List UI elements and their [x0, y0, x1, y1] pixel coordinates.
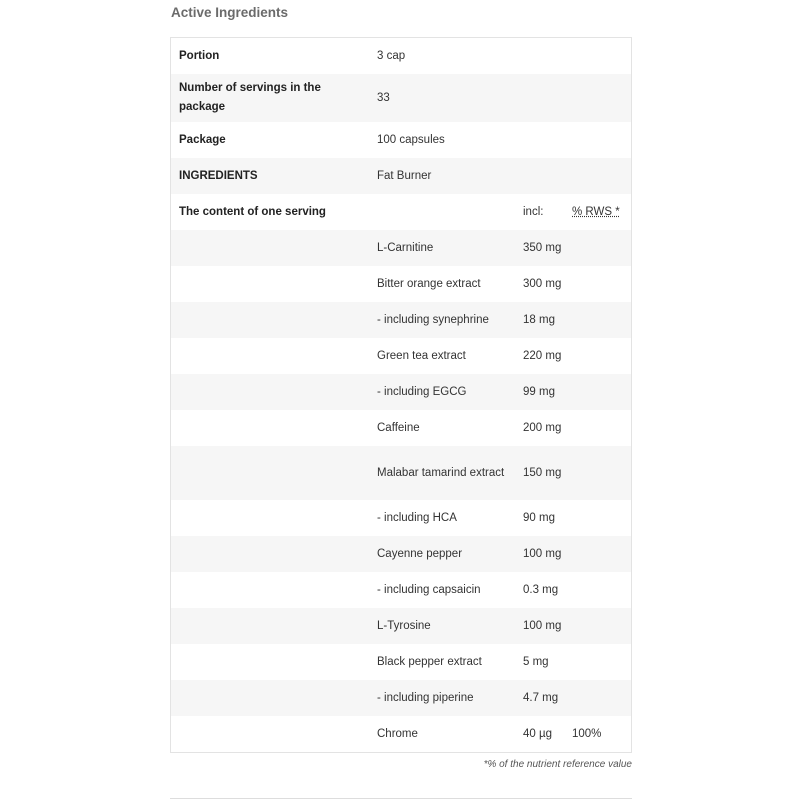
ingredients-table	[171, 38, 631, 752]
ingredient-rws	[572, 266, 631, 302]
table-row	[171, 536, 631, 572]
ingredient-name: Green tea extract	[369, 338, 515, 374]
ingredient-amount: 100 mg	[515, 536, 572, 572]
table-row	[171, 680, 631, 716]
row-label: Package	[171, 122, 369, 158]
table-row	[171, 158, 631, 194]
ingredient-amount: 100 mg	[515, 608, 572, 644]
row-label	[171, 230, 369, 266]
ingredient-rws	[572, 338, 631, 374]
ingredient-name: Caffeine	[369, 410, 515, 446]
row-value: Fat Burner	[369, 158, 515, 194]
row-rws	[572, 122, 631, 158]
ingredient-name: - including synephrine	[369, 302, 515, 338]
row-rws-header: % RWS *	[572, 194, 631, 230]
table-row	[171, 410, 631, 446]
ingredient-name: - including HCA	[369, 500, 515, 536]
table-row	[171, 644, 631, 680]
row-label	[171, 266, 369, 302]
row-label	[171, 716, 369, 752]
footnote: *% of the nutrient reference value	[483, 759, 632, 770]
row-label	[171, 644, 369, 680]
ingredient-rws	[572, 644, 631, 680]
ingredient-name: Malabar tamarind extract	[369, 446, 515, 500]
row-label: The content of one serving	[171, 194, 369, 230]
ingredient-rws	[572, 680, 631, 716]
ingredient-amount: 350 mg	[515, 230, 572, 266]
row-rws	[572, 74, 631, 122]
table-row	[171, 74, 631, 122]
row-label: Portion	[171, 38, 369, 74]
row-label	[171, 410, 369, 446]
row-amount	[515, 122, 572, 158]
ingredient-rws	[572, 536, 631, 572]
ingredient-name: - including piperine	[369, 680, 515, 716]
table-row	[171, 266, 631, 302]
ingredient-name: L-Carnitine	[369, 230, 515, 266]
ingredient-amount: 99 mg	[515, 374, 572, 410]
table-row	[171, 38, 631, 74]
ingredient-amount: 18 mg	[515, 302, 572, 338]
table-row	[171, 122, 631, 158]
ingredient-amount: 4.7 mg	[515, 680, 572, 716]
row-label	[171, 572, 369, 608]
section-title: Active Ingredients	[171, 5, 289, 20]
row-label	[171, 500, 369, 536]
row-label	[171, 302, 369, 338]
table-row	[171, 230, 631, 266]
ingredient-amount: 0.3 mg	[515, 572, 572, 608]
ingredient-rws	[572, 302, 631, 338]
row-amount	[515, 158, 572, 194]
row-value	[369, 194, 515, 230]
ingredient-amount: 200 mg	[515, 410, 572, 446]
ingredient-rws	[572, 608, 631, 644]
ingredient-name: Chrome	[369, 716, 515, 752]
row-label: INGREDIENTS	[171, 158, 369, 194]
row-label	[171, 338, 369, 374]
ingredient-rws	[572, 374, 631, 410]
table-row	[171, 608, 631, 644]
ingredient-rws	[572, 500, 631, 536]
row-label	[171, 680, 369, 716]
ingredient-name: - including EGCG	[369, 374, 515, 410]
ingredient-amount: 5 mg	[515, 644, 572, 680]
row-value: 100 capsules	[369, 122, 515, 158]
row-amount	[515, 38, 572, 74]
row-label	[171, 608, 369, 644]
row-rws	[572, 38, 631, 74]
ingredient-name: Black pepper extract	[369, 644, 515, 680]
ingredient-amount: 90 mg	[515, 500, 572, 536]
table-row	[171, 446, 631, 500]
ingredient-name: - including capsaicin	[369, 572, 515, 608]
row-amount-header: incl:	[515, 194, 572, 230]
ingredient-rws: 100%	[572, 716, 631, 752]
table-row	[171, 716, 631, 752]
row-label	[171, 446, 369, 500]
row-value: 33	[369, 74, 515, 122]
row-value: 3 cap	[369, 38, 515, 74]
ingredient-rws	[572, 572, 631, 608]
ingredient-name: L-Tyrosine	[369, 608, 515, 644]
ingredient-rws	[572, 446, 631, 500]
ingredient-name: Bitter orange extract	[369, 266, 515, 302]
row-amount	[515, 74, 572, 122]
table-row	[171, 572, 631, 608]
row-label	[171, 536, 369, 572]
table-row	[171, 194, 631, 230]
row-rws	[572, 158, 631, 194]
ingredient-amount: 40 µg	[515, 716, 572, 752]
divider	[170, 798, 632, 799]
ingredient-rws	[572, 410, 631, 446]
ingredient-amount: 220 mg	[515, 338, 572, 374]
ingredient-name: Cayenne pepper	[369, 536, 515, 572]
table-row	[171, 500, 631, 536]
ingredient-rws	[572, 230, 631, 266]
row-label: Number of servings in the package	[171, 74, 369, 122]
ingredient-amount: 300 mg	[515, 266, 572, 302]
ingredients-table-wrapper	[170, 37, 632, 753]
table-row	[171, 338, 631, 374]
table-row	[171, 302, 631, 338]
row-label	[171, 374, 369, 410]
ingredient-amount: 150 mg	[515, 446, 572, 500]
table-row	[171, 374, 631, 410]
